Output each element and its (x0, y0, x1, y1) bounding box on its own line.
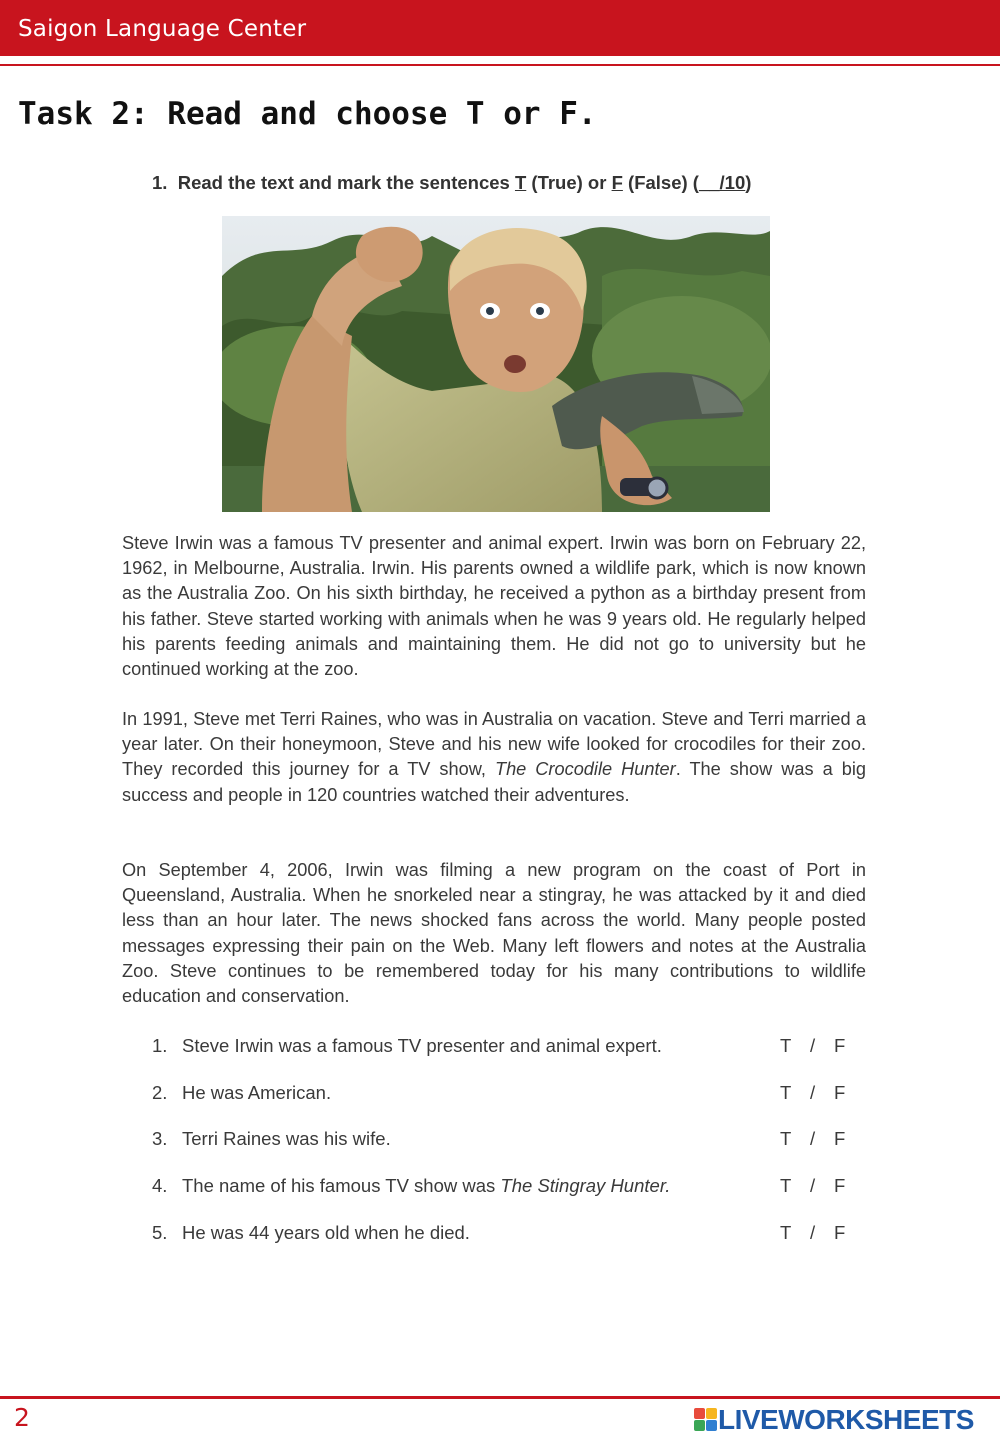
choice-separator: / (810, 1035, 816, 1056)
passage-paragraph-2-end: . The show was a big success and people in 120 countries watched their adventures. (122, 759, 866, 805)
passage-paragraph-2 (122, 707, 866, 808)
page-number: 2 (14, 1403, 30, 1432)
passage-paragraph-3: On September 4, 2006, Irwin was filming a new program on the coast of Port in Queensland, Australia. When he snorkeled near a stingray, he was attacked by it and died less than an hour later. The news shocked fans across the world. Many people posted messages expressing their pain on the Web. Many left flowers and notes at the Australia Zoo. Steve continues to be remembered today for his many contributions to wildlife education and conservation. (122, 860, 866, 1007)
true-option[interactable]: T (780, 1222, 792, 1243)
choice-separator: / (810, 1082, 816, 1103)
question-text: Steve Irwin was a famous TV presenter and animal expert. (182, 1035, 662, 1056)
instruction-text: Read the text and mark the sentences (177, 172, 515, 193)
question-text: He was American. (182, 1082, 332, 1103)
instruction-t-letter: T (514, 172, 527, 193)
show-title-crocodile-hunter: The Crocodile Hunter (494, 759, 676, 780)
score-blank: __ (698, 172, 720, 193)
header-divider (0, 64, 1000, 66)
false-option[interactable]: F (834, 1082, 846, 1103)
instruction-false-label: (False) ( (622, 172, 699, 193)
question-row (152, 1222, 852, 1248)
true-option[interactable]: T (780, 1035, 792, 1056)
instruction (152, 172, 751, 194)
false-option[interactable]: F (834, 1175, 846, 1196)
question-row (152, 1035, 852, 1061)
instruction-f-letter: F (611, 172, 623, 193)
question-row (152, 1128, 852, 1154)
show-title-stingray-hunter: The Stingray Hunter. (500, 1175, 671, 1196)
question-text: Terri Raines was his wife. (182, 1128, 391, 1149)
footer-divider (0, 1396, 1000, 1399)
true-option[interactable]: T (780, 1175, 792, 1196)
passage-paragraph-2-text: In 1991, Steve met Terri Raines, who was in Australia on vacation. Steve and Terri married a year later. On their honeymoon, Steve and his new wife looked for crocodiles for their zoo. They recorded this journey for a TV show, (122, 709, 866, 780)
false-option[interactable]: F (834, 1222, 846, 1243)
score-total: /10 (719, 172, 746, 193)
instruction-true-label: (True) or (526, 172, 612, 193)
false-option[interactable]: F (834, 1128, 846, 1149)
liveworksheets-wordmark: LIVEWORKSHEETS (718, 1404, 974, 1435)
question-text-start: The name of his famous TV show was (182, 1175, 501, 1196)
question-number: 3. (152, 1128, 168, 1149)
liveworksheets-icon (694, 1408, 718, 1432)
question-number: 1. (152, 1035, 168, 1056)
steve-irwin-photo (222, 216, 770, 512)
question-text (182, 1175, 670, 1197)
question-number: 5. (152, 1222, 168, 1243)
choice-separator: / (810, 1128, 816, 1149)
question-row (152, 1082, 852, 1108)
true-option[interactable]: T (780, 1082, 792, 1103)
false-option[interactable]: F (834, 1035, 846, 1056)
choice-separator: / (810, 1175, 816, 1196)
question-text: He was 44 years old when he died. (182, 1222, 470, 1243)
instruction-close: ) (745, 172, 752, 193)
instruction-number: 1. (152, 172, 168, 193)
header-title: Saigon Language Center (18, 16, 307, 42)
question-row (152, 1175, 852, 1201)
passage-paragraph-1: Steve Irwin was a famous TV presenter and animal expert. Irwin was born on February 22, 1962, in Melbourne, Australia. Irwin. His parents owned a wildlife park, which is now known as the Australia Zoo. On his sixth birthday, he received a python as a birthday present from his father. Steve started working with animals when he was 9 years old. He regularly helped his parents feeding animals and maintaining them. He did not go to university but he continued working at the zoo. (122, 533, 866, 680)
task-title: Task 2: Read and choose T or F. (18, 96, 597, 132)
liveworksheets-logo[interactable] (694, 1404, 988, 1435)
true-option[interactable]: T (780, 1128, 792, 1149)
choice-separator: / (810, 1222, 816, 1243)
question-number: 2. (152, 1082, 168, 1103)
question-number: 4. (152, 1175, 168, 1196)
header-bar (0, 0, 1000, 56)
